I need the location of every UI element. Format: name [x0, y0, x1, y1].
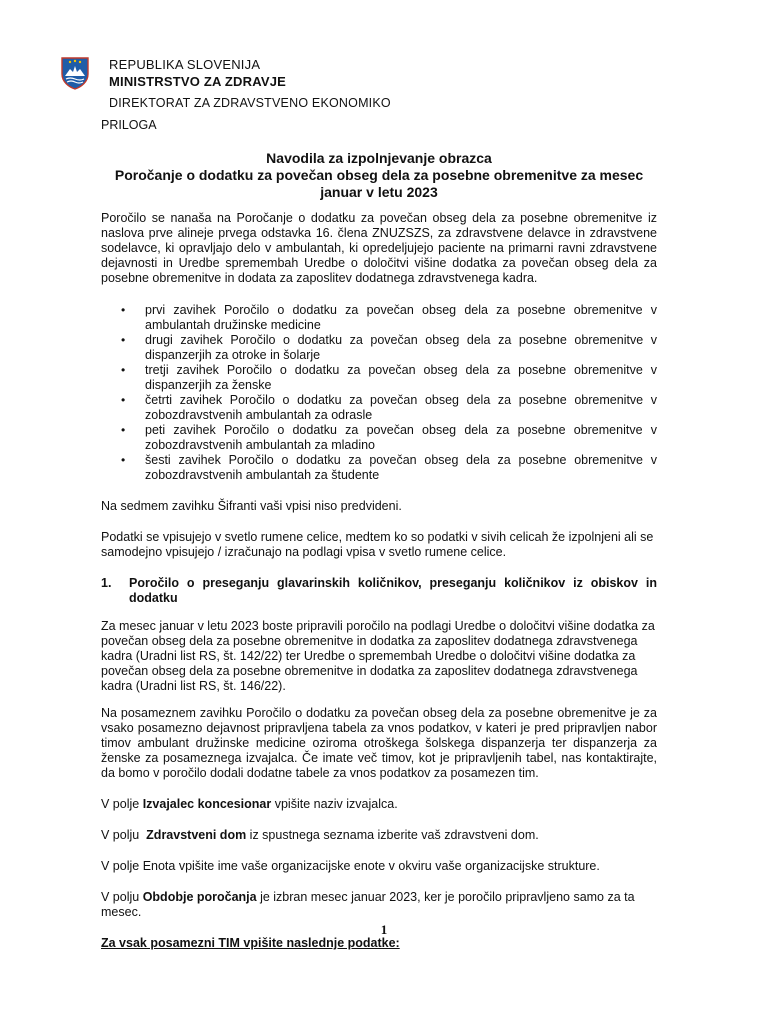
- header-ministry: MINISTRSTVO ZA ZDRAVJE: [109, 74, 287, 89]
- list-item: • četrti zavihek Poročilo o dodatku za povečan obseg dela za posebne obremenitve v zobozdravstvenih ambulantah za odrasle: [101, 393, 657, 423]
- paragraph-zdravstveni-dom: [101, 828, 657, 843]
- header-directorate: DIREKTORAT ZA ZDRAVSTVENO EKONOMIKO: [109, 96, 391, 110]
- text-segment: V polje: [101, 797, 143, 811]
- title-line-2: Poročanje o dodatku za povečan obseg dela za posebne obremenitve za mesec januar v letu 2023: [114, 167, 644, 200]
- title-line-1: Navodila za izpolnjevanje obrazca: [266, 150, 492, 166]
- document-body: [101, 211, 657, 951]
- list-item: • peti zavihek Poročilo o dodatku za povečan obseg dela za posebne obremenitve v zobozdravstvenih ambulantah za mladino: [101, 423, 657, 453]
- field-name: Zdravstveni dom: [146, 828, 247, 842]
- paragraph-tim-heading: Za vsak posamezni TIM vpišite naslednje podatke:: [101, 936, 400, 950]
- text-segment: V polju: [101, 890, 143, 904]
- coat-of-arms-icon: [60, 56, 90, 90]
- text-segment: je izbran mesec januar 2023, ker je poročilo pripravljeno samo za ta mesec.: [101, 890, 635, 919]
- header-republic: REPUBLIKA SLOVENIJA: [109, 57, 261, 72]
- list-item: • drugi zavihek Poročilo o dodatku za povečan obseg dela za posebne obremenitve v dispanzerjih za otroke in šolarje: [101, 333, 657, 363]
- paragraph-obdobje: [101, 890, 657, 920]
- intro-paragraph: Poročilo se nanaša na Poročanje o dodatku za povečan obseg dela za posebne obremenitve iz naslova prve alineje prvega odstavka 16. člena ZNUZSZS, za zdravstvene delavce in zdravstvene sodelavce, ki opravljajo delo v ambulantah, ki opredeljujejo paciente na primarni ravni zdravstvene dejavnosti in Uredbe spremembah Uredbe o določitvi višine dodatka za povečan obseg dela za posebne obremenitve in dodata za zaposlitev dodatnega zdravstvenega kadra.: [101, 211, 657, 285]
- list-item: • tretji zavihek Poročilo o dodatku za povečan obseg dela za posebne obremenitve v dispanzerjih za ženske: [101, 363, 657, 393]
- field-name: Izvajalec koncesionar: [142, 797, 272, 811]
- document-title: [101, 150, 657, 201]
- paragraph-zavihek: Na posameznem zavihku Poročilo o dodatku za povečan obseg dela za posebne obremenitve je za vsako posamezno dejavnost pripravljena tabela za vnos podatkov, v kateri je pred pripravljen nabor timov ambulant družinske medicine oziroma otroškega šolskega dispanzerja ter dispanzerja za ženske za posameznega izvajalca. Če imate več timov, kot je pripravljenih tabel, nas kontaktirajte, da bomo v poročilo dodali dodatne tabele za vnos podatkov za posamezen tim.: [101, 706, 657, 780]
- section-number: 1.: [101, 576, 112, 590]
- list-item: • šesti zavihek Poročilo o dodatku za povečan obseg dela za posebne obremenitve v zobozdravstvenih ambulantah za študente: [101, 453, 657, 483]
- paragraph-januar: Za mesec januar v letu 2023 boste pripravili poročilo na podlagi Uredbe o določitvi višine dodatka za povečan obseg dela za posebne obremenitve in dodatka za zaposlitev dodatnega zdravstvenega kadra (Uradni list RS, št. 142/22) ter Uredbe o spremembah Uredbe o določitvi višine dodatka za povečan obseg dela za posebne obremenitve in dodatka za zaposlitev dodatnega zdravstvenega kadra (Uradni list RS, št. 146/22).: [101, 619, 655, 693]
- priloga-label: PRILOGA: [101, 118, 157, 132]
- field-name: Obdobje poročanja: [142, 890, 257, 904]
- text-segment: V polju: [101, 828, 147, 842]
- paragraph-sedmi-zavihek: Na sedmem zavihku Šifranti vaši vpisi niso predvideni.: [101, 499, 402, 513]
- tabs-list: [101, 303, 657, 483]
- text-segment: vpišite naziv izvajalca.: [271, 797, 398, 811]
- paragraph-enota: V polje Enota vpišite ime vaše organizacijske enote v okviru vaše organizacijske strukture.: [101, 859, 600, 873]
- paragraph-izvajalec: [101, 797, 657, 812]
- section-heading: [101, 576, 657, 606]
- page-number: 1: [380, 922, 388, 937]
- list-item: • prvi zavihek Poročilo o dodatku za povečan obseg dela za posebne obremenitve v ambulantah družinske medicine: [101, 303, 657, 333]
- text-segment: iz spustnega seznama izberite vaš zdravstveni dom.: [246, 828, 539, 842]
- paragraph-celice: Podatki se vpisujejo v svetlo rumene celice, medtem ko so podatki v sivih celicah že izpolnjeni ali se samodejno vpisujejo / izračunajo na podlagi vpisa v svetlo rumene celice.: [101, 530, 654, 559]
- section-title: Poročilo o preseganju glavarinskih količnikov, preseganju količnikov iz obiskov in dodatku: [129, 576, 657, 605]
